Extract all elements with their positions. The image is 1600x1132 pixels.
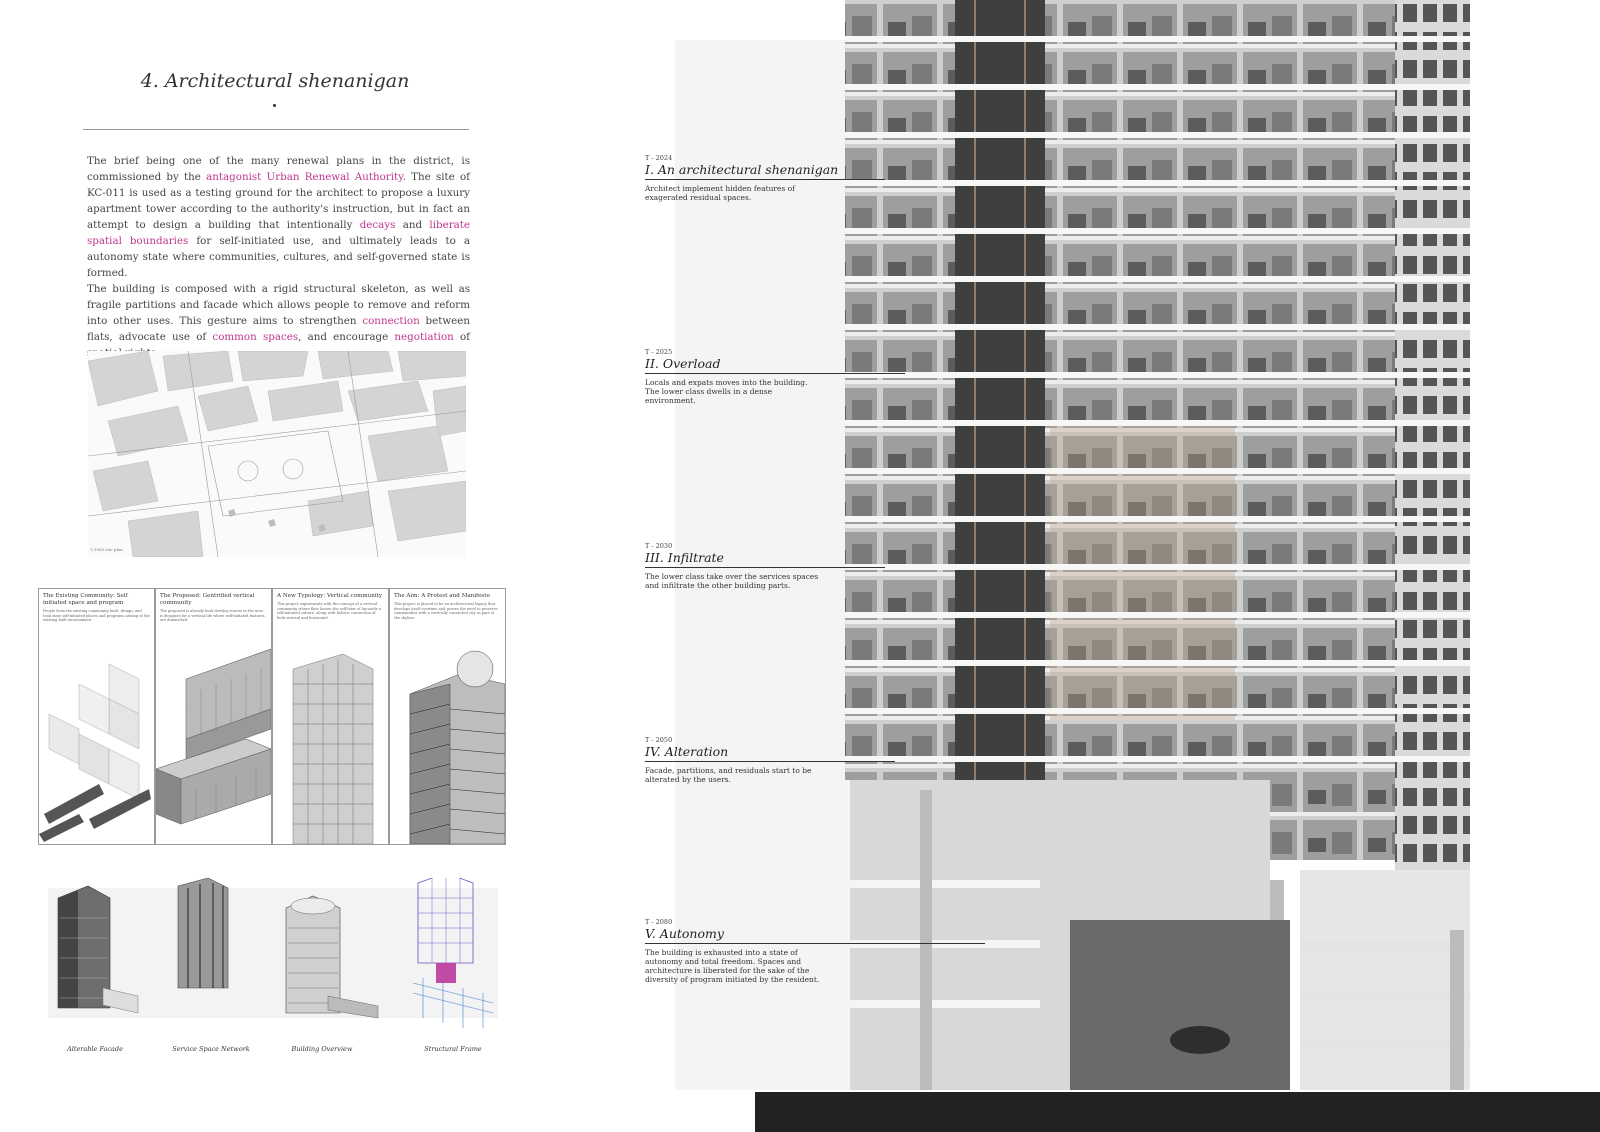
isometric-diagrams [48, 878, 498, 1043]
phase-year: T - 2080 [645, 918, 673, 926]
intro-text [87, 153, 470, 361]
highlighted-term: liberate spatial boundaries [87, 219, 470, 247]
highlighted-term: common spaces [212, 331, 299, 343]
protest-manifesto-illustration [390, 644, 505, 844]
panel-title: The Existing Community: Self initiated space and program [43, 593, 128, 606]
phase-leader-line [645, 179, 885, 180]
iso-label-structural-frame: Structural Frame [424, 1045, 482, 1053]
phase-description: Architect implement hidden features of exagerated residual spaces. [645, 184, 795, 202]
phase-1 [645, 154, 885, 202]
phase-title: III. Infiltrate [645, 550, 724, 565]
panel-text: This project is placed to be an architectural legacy that develops itself overtime and proves the need to preserve communities with a vertically connected city as part of the skyline. [394, 602, 498, 620]
concept-panel-aim [389, 588, 506, 845]
concept-panel-proposed [155, 588, 272, 845]
highlighted-term: negotiation [394, 331, 454, 343]
text-run: The building is composed with a rigid structural skeleton, as well as fragile partitions and facade which allows people to remove and reform into other uses. This gesture aims to strengthen [87, 283, 470, 327]
phase-title: II. Overload [645, 356, 721, 371]
phase-5 [645, 918, 985, 984]
panel-text: People from the existing community built, design, and took state self-initiated places and programs arising of the existing built environment. [43, 609, 150, 623]
phase-year: T - 2030 [645, 542, 673, 550]
concept-panel-existing [38, 588, 155, 845]
phase-year: T - 2050 [645, 736, 673, 744]
phase-year: T - 2025 [645, 348, 673, 356]
site-plan-map [88, 351, 466, 557]
text-run: , and encourage [298, 331, 395, 343]
highlighted-term: connection [362, 315, 420, 327]
text-run: between flats, advocate use of [87, 315, 470, 343]
phase-4 [645, 736, 895, 784]
intro-paragraph-1 [87, 153, 470, 281]
phase-leader-line [645, 567, 885, 568]
map-caption: 1:1000 site plan [90, 547, 123, 552]
phase-description: Locals and expats moves into the building. The lower class dwells in a dense environment. [645, 378, 808, 405]
panel-title: A New Typology: Vertical community [277, 593, 383, 599]
title-divider [83, 129, 469, 130]
iso-label-building-overview: Building Overview [291, 1045, 353, 1053]
phase-description: The building is exhausted into a state of autonomy and total freedom. Spaces and architecture is liberated for the sake of the diversity of program initiated by the resident. [645, 948, 820, 984]
phase-2 [645, 348, 905, 405]
phase-leader-line [645, 373, 905, 374]
phase-title: IV. Alteration [645, 744, 729, 759]
phase-leader-line [645, 761, 895, 762]
phase-3 [645, 542, 885, 590]
text-run: of [459, 331, 470, 343]
phase-leader-line [645, 943, 985, 944]
existing-community-illustration [39, 654, 154, 844]
panel-title: The Aim: A Protest and Manifesto [394, 593, 490, 599]
intro-paragraph-2 [87, 281, 470, 361]
page-title: 4. Architectural shenanigan [140, 70, 410, 92]
highlighted-term: decays [359, 219, 396, 231]
phase-description: The lower class take over the services spaces and infiltrate the other building parts. [645, 572, 819, 590]
phase-description: Facade, partitions, and residuals start to be alterated by the users. [645, 766, 812, 784]
panel-text: The proposed is already built develop towers in the area is designed for a vertical life where self-initiated features are diminished. [160, 609, 265, 623]
service-space-network-diagram [178, 878, 228, 988]
concept-panel-new-typology [272, 588, 389, 845]
vertical-community-illustration [273, 649, 388, 844]
panel-text: This project experiments with the concept of a vertical community where flats loosen the self-later of lay-aside a self-initiated culture, along with holistic connection of both vertical and horizontal. [277, 602, 382, 620]
proposed-community-illustration [156, 649, 271, 844]
phase-title: I. An architectural shenanigan [645, 162, 839, 177]
text-run: and [395, 219, 430, 231]
text-run: The brief being one of the many renewal plans in the district, is commissioned by the [87, 155, 470, 183]
title-dot [273, 104, 276, 107]
text-run: for self-initiated use, and ultimately leads to a autonomy state where communities, cultures, and self-governed state is formed. [87, 235, 470, 279]
panel-title: The Proposed: Gentrified vertical community [160, 593, 255, 606]
highlighted-term: antagonist Urban Renewal Authority [206, 171, 403, 183]
phase-year: T - 2024 [645, 154, 673, 162]
phase-title: V. Autonomy [645, 926, 724, 941]
text-run: . The site of KC-011 is used as a testing ground for the architect to propose a luxury apartment tower according to the authority's instruction, but in fact an attempt to design a building that intentionally [87, 171, 470, 231]
iso-label-service-space: Service Space Network [172, 1045, 250, 1053]
iso-label-alterable-facade: Alterable Facade [67, 1045, 123, 1053]
